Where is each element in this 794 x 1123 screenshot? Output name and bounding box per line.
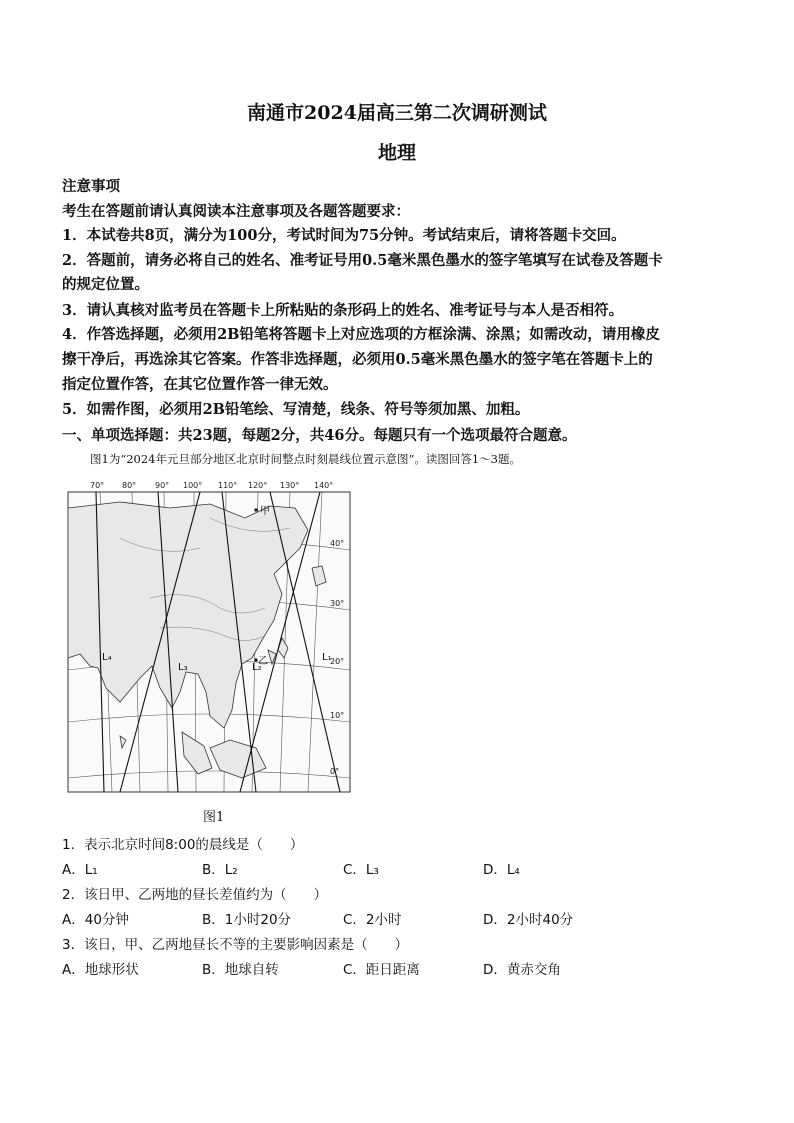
question-3-stem: 3．该日，甲、乙两地昼长不等的主要影响因素是（ ） — [62, 937, 409, 953]
line-label-l3: L₃ — [178, 662, 188, 673]
point-label-yi: 乙 — [258, 656, 268, 667]
notice-line: 1．本试卷共8页，满分为100分，考试时间为75分钟。考试结束后，请将答题卡交回。 — [62, 227, 626, 244]
lon-label: 110° — [218, 481, 238, 490]
lon-label: 100° — [183, 481, 203, 490]
lat-label: 10° — [330, 711, 345, 720]
lon-label: 90° — [155, 481, 170, 490]
line-label-l1: L₁ — [322, 652, 332, 663]
question-2-option-b: B．1小时20分 — [202, 912, 292, 928]
question-1-stem: 1．表示北京时间8:00的晨线是（ ） — [62, 837, 304, 853]
question-2-option-a: A．40分钟 — [62, 912, 129, 928]
section-heading: 一、单项选择题：共23题，每题2分，共46分。每题只有一个选项最符合题意。 — [62, 427, 577, 444]
figure-map — [60, 478, 360, 798]
notice-line: 5．如需作图，必须用2B铅笔绘、写清楚，线条、符号等须加黑、加粗。 — [62, 401, 530, 418]
question-3-option-a: A．地球形状 — [62, 962, 139, 978]
lon-label: 130° — [280, 481, 300, 490]
map-svg — [60, 478, 360, 798]
notice-line: 3．请认真核对监考员在答题卡上所粘贴的条形码上的姓名、准考证号与本人是否相符。 — [62, 302, 624, 319]
point-label-jia: 甲 — [260, 506, 270, 517]
line-label-l2: L₂ — [252, 662, 262, 673]
question-1-option-b: B．L₂ — [202, 862, 238, 878]
exam-title: 南通市2024届高三第二次调研测试 — [247, 102, 547, 124]
question-2-option-d: D．2小时40分 — [483, 912, 574, 928]
lon-label: 120° — [248, 481, 268, 490]
notice-line: 指定位置作答，在其它位置作答一律无效。 — [62, 376, 338, 393]
question-3-option-d: D．黄赤交角 — [483, 962, 561, 978]
question-2-stem: 2．该日甲、乙两地的昼长差值约为（ ） — [62, 887, 328, 903]
figure-intro: 图1为“2024年元旦部分地区北京时间整点时刻晨线位置示意图”。读图回答1～3题。 — [90, 452, 521, 466]
notice-line: 的规定位置。 — [62, 276, 149, 293]
lat-label: 20° — [330, 657, 345, 666]
lat-label: 30° — [330, 599, 345, 608]
lon-label: 70° — [90, 481, 105, 490]
question-3-option-b: B．地球自转 — [202, 962, 279, 978]
question-3-option-c: C．距日距离 — [343, 962, 420, 978]
notice-line: 考生在答题前请认真阅读本注意事项及各题答题要求： — [62, 203, 410, 220]
question-2-option-c: C．2小时 — [343, 912, 402, 928]
notice-heading: 注意事项 — [62, 178, 120, 195]
question-1-option-a: A．L₁ — [62, 862, 98, 878]
notice-line: 2．答题前，请务必将自己的姓名、准考证号用0.5毫米黑色墨水的签字笔填写在试卷及答题卡 — [62, 252, 663, 269]
subject-title: 地理 — [377, 142, 416, 164]
lon-label: 80° — [122, 481, 137, 490]
question-1-option-c: C．L₃ — [343, 862, 379, 878]
notice-line: 4．作答选择题，必须用2B铅笔将答题卡上对应选项的方框涂满、涂黑；如需改动，请用橡皮 — [62, 326, 660, 343]
lat-label: 0° — [330, 767, 340, 776]
lon-label: 140° — [314, 481, 334, 490]
question-1-option-d: D．L₄ — [483, 862, 520, 878]
line-label-l4: L₄ — [102, 652, 112, 663]
notice-line: 擦干净后，再选涂其它答案。作答非选择题，必须用0.5毫米黑色墨水的签字笔在答题卡上的 — [62, 351, 653, 368]
figure-caption: 图1 — [203, 810, 225, 825]
lat-label: 40° — [330, 539, 345, 548]
